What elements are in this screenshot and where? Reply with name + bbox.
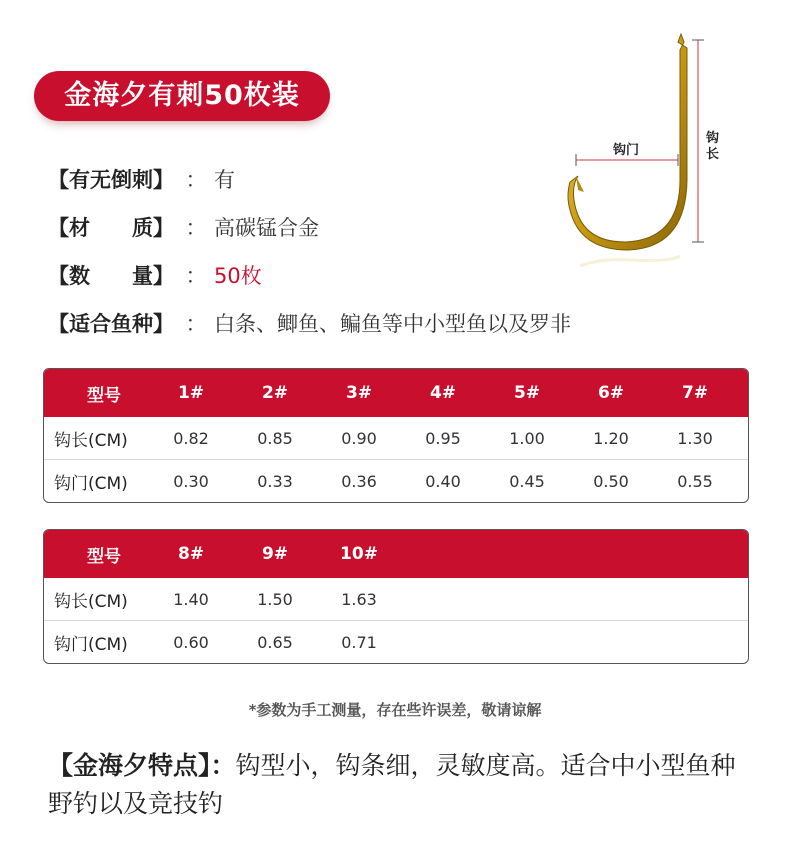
table-row-gap: [44, 620, 748, 663]
table-cell: 1.40: [173, 589, 209, 609]
table-cell: 1.30: [677, 428, 713, 448]
spec-value: 白条、鲫鱼、鳊鱼等中小型鱼以及罗非: [214, 312, 571, 336]
size-header: 2#: [261, 383, 289, 403]
table-cell: 0.85: [257, 428, 293, 448]
row-label: 钩长(CM): [54, 430, 128, 451]
row-label: 钩长(CM): [54, 591, 128, 612]
table-row-length: [44, 417, 748, 459]
feature-text: 钩型小，钩条细，灵敏度高。适合中小型鱼种野钓以及竞技钓: [48, 751, 736, 818]
spec-colon: ：: [185, 168, 207, 192]
hook-length-label: 长: [706, 147, 720, 162]
size-header: 9#: [261, 544, 289, 564]
spec-label: 【适合鱼种】: [48, 312, 174, 336]
product-title: 金海夕有刺50枚装: [64, 80, 300, 111]
table-header: [44, 530, 748, 578]
spec-value: 高碳锰合金: [214, 216, 319, 240]
table-cell: 1.20: [593, 428, 629, 448]
table-cell: 0.50: [593, 471, 629, 491]
hook-shape: [568, 34, 687, 250]
table-cell: 0.65: [257, 632, 293, 652]
size-header: 4#: [429, 383, 457, 403]
table-cell: 1.50: [257, 589, 293, 609]
table-cell: 0.71: [341, 632, 377, 652]
table-cell: 0.40: [425, 471, 461, 491]
size-header: 5#: [513, 383, 541, 403]
measurement-note: *参数为手工测量，存在些许误差，敬请谅解: [248, 701, 542, 719]
spec-label: 【有无倒刺】: [48, 168, 174, 192]
spec-value: 有: [214, 168, 235, 192]
table-row-gap: [44, 459, 748, 502]
size-header: 6#: [597, 383, 625, 403]
table-cell: 0.60: [173, 632, 209, 652]
spec-label: 【材 质】: [48, 216, 174, 240]
size-header: 10#: [340, 544, 378, 564]
product-title-banner: [34, 71, 330, 121]
row-label: 钩门(CM): [54, 634, 128, 655]
table-cell: 0.33: [257, 471, 293, 491]
table-cell: 0.36: [341, 471, 377, 491]
hook-gap-label: 钩门: [612, 143, 640, 158]
spec-row-barb: [48, 163, 235, 197]
hook-barb: [576, 176, 584, 192]
spec-colon: ：: [185, 312, 207, 336]
spec-colon: ：: [185, 264, 207, 288]
size-header: 1#: [177, 383, 205, 403]
table-row-length: [44, 578, 748, 620]
hook-length-label: 钩: [706, 131, 720, 146]
header-label: 型号: [87, 546, 121, 567]
size-table-2: [43, 529, 749, 664]
size-header: 8#: [177, 544, 205, 564]
table-cell: 0.55: [677, 471, 713, 491]
table-cell: 0.82: [173, 428, 209, 448]
hook-diagram: [540, 20, 790, 310]
table-cell: 0.90: [341, 428, 377, 448]
spec-row-material: [48, 211, 319, 245]
row-label: 钩门(CM): [54, 473, 128, 494]
header-label: 型号: [87, 385, 121, 406]
spec-row-fish: [48, 307, 571, 341]
hook-reflection: [580, 256, 680, 266]
spec-row-quantity: [48, 259, 262, 293]
spec-value: 50枚: [214, 264, 262, 288]
table-header: [44, 369, 748, 417]
spec-label: 【数 量】: [48, 264, 174, 288]
feature-label: 【金海夕特点】：: [48, 751, 236, 780]
size-header: 3#: [345, 383, 373, 403]
table-cell: 1.63: [341, 589, 377, 609]
table-cell: 0.45: [509, 471, 545, 491]
table-cell: 0.95: [425, 428, 461, 448]
feature-paragraph: [48, 747, 748, 823]
size-table-1: [43, 368, 749, 503]
table-cell: 0.30: [173, 471, 209, 491]
table-cell: 1.00: [509, 428, 545, 448]
size-header: 7#: [681, 383, 709, 403]
spec-colon: ：: [185, 216, 207, 240]
